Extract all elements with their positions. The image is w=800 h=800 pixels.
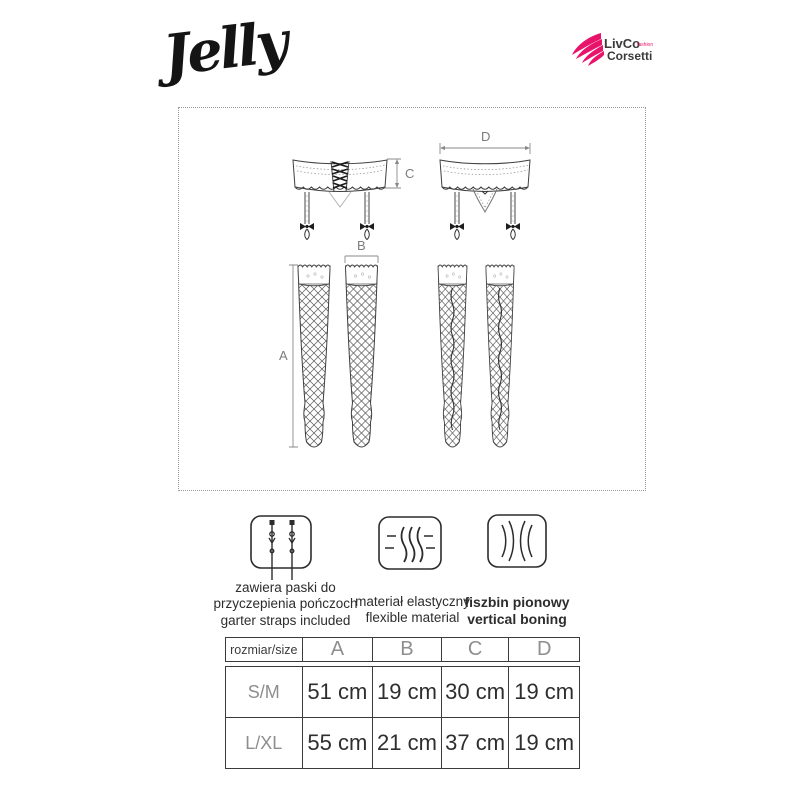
jelly-logo (150, 4, 300, 100)
caption-line: materiał elastyczny (355, 594, 470, 609)
dim-label-a: A (279, 348, 288, 363)
size-cell: S/M (247, 681, 280, 702)
size-table-header (225, 637, 580, 662)
size-cell: L/XL (245, 732, 283, 753)
stockings-back-drawing (438, 265, 514, 447)
dimension-a (279, 265, 298, 447)
dim-label-b: B (357, 238, 366, 253)
size-table-body (225, 666, 580, 769)
caption-line: garter straps included (220, 612, 351, 628)
value-cell: 21 cm (372, 718, 441, 768)
header-cell-b: B (372, 638, 441, 661)
feature-caption-vertical-boning (433, 594, 601, 628)
fashion-text: fashion (637, 42, 654, 48)
caption-line: fiszbin pionowy (464, 594, 570, 610)
jelly-logo-text: Jelly (159, 8, 290, 90)
value-cell: 55 cm (302, 718, 373, 768)
header-cell-a: A (302, 638, 373, 661)
value-cell: 37 cm (441, 718, 509, 768)
header-cell-d: D (508, 638, 579, 661)
technical-drawing-panel (178, 107, 646, 491)
garter-straps-icon (249, 514, 315, 589)
header-cell-c: C (441, 638, 509, 661)
dimension-c (385, 159, 414, 188)
stockings-front-drawing (298, 265, 378, 447)
livco-corsetti-logo (571, 27, 671, 73)
dim-label-d: D (481, 129, 491, 144)
caption-line: vertical boning (467, 611, 567, 628)
dim-label-c: C (405, 166, 415, 181)
dimension-d (440, 129, 530, 154)
caption-line: przyczepienia pończoch (213, 596, 358, 612)
value-cell: 30 cm (441, 667, 509, 717)
livco-text: LivCo (604, 36, 641, 51)
garter-belt-front-drawing (293, 160, 387, 240)
caption-line: zawiera paski do (235, 580, 336, 595)
vertical-boning-icon (486, 513, 548, 576)
dimension-b (345, 238, 378, 263)
flexible-material-icon (377, 515, 443, 576)
value-cell: 51 cm (302, 667, 373, 717)
livco-wing-icon (572, 33, 604, 66)
garter-belt-back-drawing (440, 160, 530, 240)
header-cell-size: rozmiar/size (230, 642, 298, 657)
table-row-lxl (226, 717, 579, 768)
caption-line: flexible material (365, 610, 460, 626)
garment-diagram (179, 108, 645, 490)
value-cell: 19 cm (508, 667, 579, 717)
value-cell: 19 cm (508, 718, 579, 768)
value-cell: 19 cm (372, 667, 441, 717)
corsetti-text: Corsetti (607, 49, 653, 63)
table-row-sm (226, 667, 579, 717)
